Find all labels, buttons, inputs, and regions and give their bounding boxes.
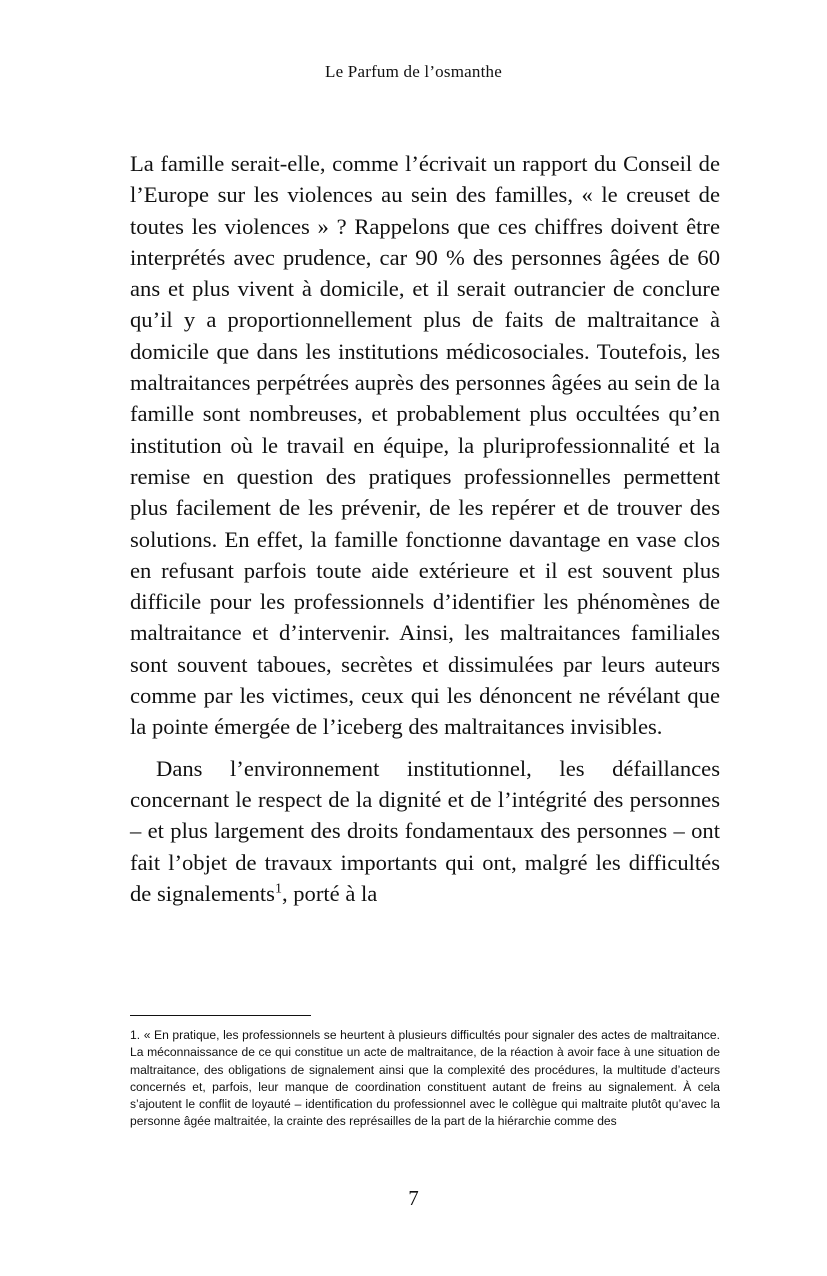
paragraph-1: La famille serait-elle, comme l’écrivait un rapport du Conseil de l’Europe sur les violences au sein des familles, « le creuset de toutes les violences » ? Rappelons que ces chiffres doivent être interprétés avec prudence, car 90 % des personnes âgées de 60 ans et plus vivent à domicile, et il serait outrancier de conclure qu’il y a proportionnellement plus de faits de maltraitance à domicile que dans les institutions médicosociales. Toutefois, les maltraitances perpétrées auprès des personnes âgées au sein de la famille sont nombreuses, et probablement plus occultées qu’en institution où le travail en équipe, la pluriprofessionnalité et la remise en question des pratiques professionnelles permettent plus facilement de les prévenir, de les repérer et de trouver des solutions. En effet, la famille fonctionne davantage en vase clos en refusant parfois toute aide extérieure et il est souvent plus difficile pour les professionnels d’identifier les phénomènes de maltraitance et d’intervenir. Ainsi, les maltraitances familiales sont souvent taboues, secrètes et dissimulées par leurs auteurs comme par les victimes, ceux qui les dénoncent ne révélant que la pointe émergée de l’iceberg des maltraitances invisibles. bbox=[130, 151, 720, 740]
paragraph-2-text: Dans l’environnement institutionnel, les défaillances concernant le respect de la dignité et de l’intégrité des personnes – et plus largement des droits fondamentaux des personnes – ont fait l’objet de travaux importants qui ont, malgré les difficultés de signalements bbox=[130, 755, 720, 906]
page-number: 7 bbox=[408, 1186, 419, 1210]
body-text bbox=[130, 148, 720, 909]
paragraph-2-text-end: , porté à la bbox=[281, 880, 378, 906]
footnote-1: 1. « En pratique, les professionnels se heurtent à plusieurs difficultés pour signaler des actes de maltraitance. La méconnaissance de ce qui constitue un acte de maltraitance, de la réaction à avoir face à une situation de maltraitance, des obligations de signalement ainsi que la complexité des procédures, la multitude d’acteurs concernés et, parfois, leur manque de coordination constituent autant de freins au signalement. À cela s’ajoutent le conflit de loyauté – identification du professionnel avec le collègue qui maltraite plutôt qu’avec la personne âgée maltraitée, la crainte des représailles de la part de la hiérarchie comme des bbox=[130, 1028, 720, 1129]
footnote-reference[interactable]: 1 bbox=[274, 881, 282, 897]
footnote-divider bbox=[130, 1015, 311, 1016]
paragraph-2 bbox=[130, 753, 720, 909]
running-head: Le Parfum de l’osmanthe bbox=[325, 62, 502, 81]
